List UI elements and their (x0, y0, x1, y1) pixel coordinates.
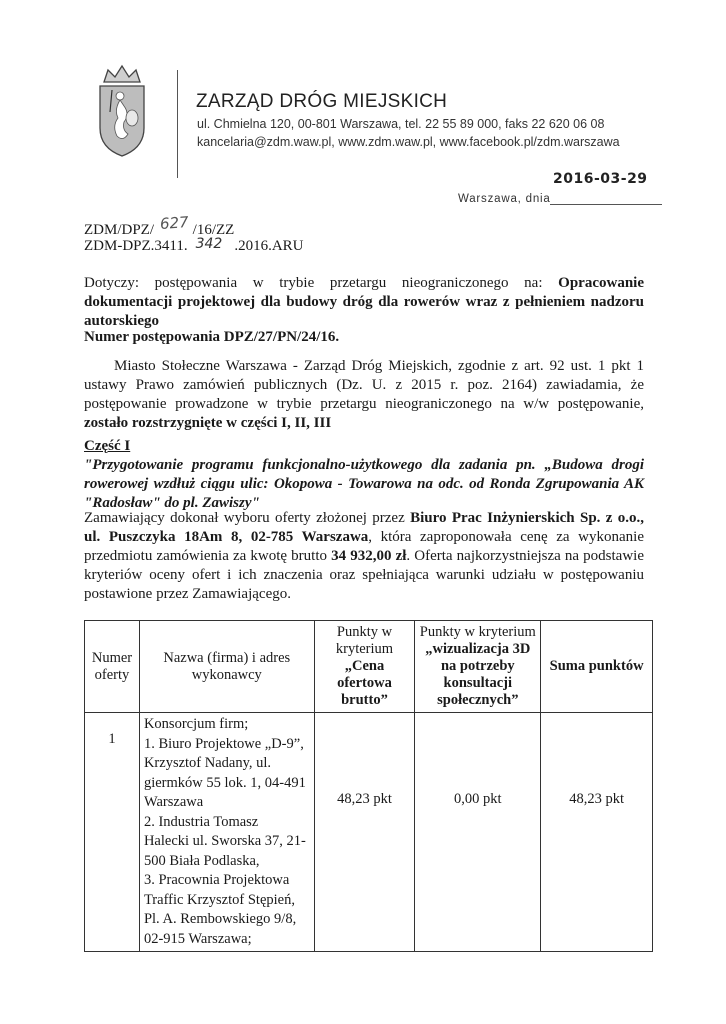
subject-paragraph (84, 274, 644, 331)
organization-address: ul. Chmielna 120, 00-801 Warszawa, tel. 22 55 89 000, faks 22 620 06 08 (197, 117, 605, 131)
firm-line: 2. Industria Tomasz (143, 813, 259, 830)
notice-text: Miasto Stołeczne Warszawa - Zarząd Dróg Miejskich, zgodnie z art. 92 ust. 1 pkt 1 ustawy Prawo zamówień publicznych (Dz. U. z 2015 r. poz. 2164) zawiadamia, że postępowanie prowadzone w trybie przetargu nieograniczonego na w/w postępowanie, (84, 358, 644, 412)
header-viz-criterion-name: „wizualizacja 3D na potrzeby konsultacji społecznych” (425, 641, 531, 708)
table-header-row (85, 621, 653, 713)
organization-contacts: kancelaria@zdm.waw.pl, www.zdm.waw.pl, www.facebook.pl/zdm.warszawa (197, 135, 620, 149)
firm-line: Traffic Krzysztof Stępień, (143, 891, 295, 908)
reference-1-prefix: ZDM/DPZ/ (84, 222, 155, 238)
notice-resolved: zostało rozstrzygnięte w części I, II, III (84, 415, 332, 431)
header-contractor: Nazwa (firma) i adres wykonawcy (139, 621, 314, 713)
firm-line: 02-915 Warszawa; (143, 930, 252, 947)
reference-2-prefix: ZDM-DPZ.3411. (84, 238, 188, 254)
case-number: Numer postępowania DPZ/27/PN/24/16. (84, 329, 340, 345)
firm-line: 3. Pracownia Projektowa (143, 872, 290, 888)
offer-viz-points: 0,00 pkt (415, 713, 541, 952)
reference-2-handwritten: 342 (195, 236, 223, 252)
subject-title: Opracowanie dokumentacji projektowej dla budowy dróg dla rowerów wraz z pełnieniem nadzoru autorskiego (84, 275, 644, 329)
firm-line: 500 Biała Podlaska, (143, 852, 260, 869)
part-title: "Przygotowanie programu funkcjonalno-użytkowego dla zadania pn. „Budowa drogi rowerowej wzdłuż ciągu ulic: Okopowa - Towarowa na odc. od Ronda Zgrupowania AK "Radosław" do pl. Zawiszy" (84, 457, 644, 511)
reference-line-2 (84, 238, 304, 255)
letterhead-divider (177, 70, 178, 178)
firm-line: 1. Biuro Projektowe „D-9”, (143, 735, 304, 752)
notice-paragraph (84, 357, 644, 433)
offer-total-points: 48,23 pkt (541, 713, 653, 952)
offer-price-points: 48,23 pkt (314, 713, 415, 952)
header-offer-number: Numer oferty (85, 621, 140, 713)
date-label: Warszawa, dnia (458, 193, 551, 205)
firm-line: Halecki ul. Sworska 37, 21- (143, 833, 306, 849)
award-text-c: . Oferta najkorzystniejsza na podstawie kryteriów oceny ofert i ich znaczenia oraz spełniająca warunki udziału w postępowaniu postawione przez Zamawiającego. (84, 548, 644, 602)
header-price-criterion (314, 621, 415, 713)
part-heading: Część I (84, 438, 131, 454)
subject-intro: Dotyczy: postępowania w trybie przetargu nieograniczonego na: (84, 275, 559, 291)
offers-table (84, 620, 653, 952)
reference-1-suffix: /16/ZZ (192, 222, 235, 238)
award-paragraph (84, 509, 644, 604)
firm-line: Pl. A. Rembowskiego 9/8, (143, 911, 297, 927)
award-amount: 34 932,00 zł (331, 548, 407, 564)
header-viz-criterion-label: Punkty w kryterium (419, 624, 536, 640)
warsaw-coat-of-arms-logo (90, 60, 154, 158)
award-text-a: Zamawiający dokonał wyboru oferty złożonej przez (84, 510, 411, 526)
firm-line: Konsorcjum firm; (143, 716, 249, 732)
date-underline (550, 204, 662, 205)
reference-1-handwritten: 627 (159, 213, 190, 233)
table-row (85, 713, 653, 952)
header-viz-criterion (415, 621, 541, 713)
firm-line: Warszawa (143, 794, 204, 810)
offer-contractor (139, 713, 314, 952)
firm-line: Krzysztof Nadany, ul. (143, 755, 272, 771)
offer-number: 1 (85, 713, 140, 952)
reference-2-suffix: .2016.ARU (234, 238, 304, 254)
handwritten-date: 2016-03-29 (553, 171, 648, 187)
award-contractor: Biuro Prac Inżynierskich Sp. z o.o., ul. Puszczyka 18Am 8, 02-785 Warszawa (84, 510, 645, 545)
header-total: Suma punktów (541, 621, 653, 713)
organization-name: ZARZĄD DRÓG MIEJSKICH (196, 91, 448, 112)
header-price-criterion-name: „Cena ofertowa brutto” (337, 658, 392, 708)
award-text-b: , która zaproponowała cenę za wykonanie przedmiotu zamówienia za kwotę brutto (84, 529, 644, 564)
firm-line: giermków 55 lok. 1, 04-491 (143, 774, 306, 791)
header-price-criterion-label: Punkty w kryterium (335, 624, 394, 657)
